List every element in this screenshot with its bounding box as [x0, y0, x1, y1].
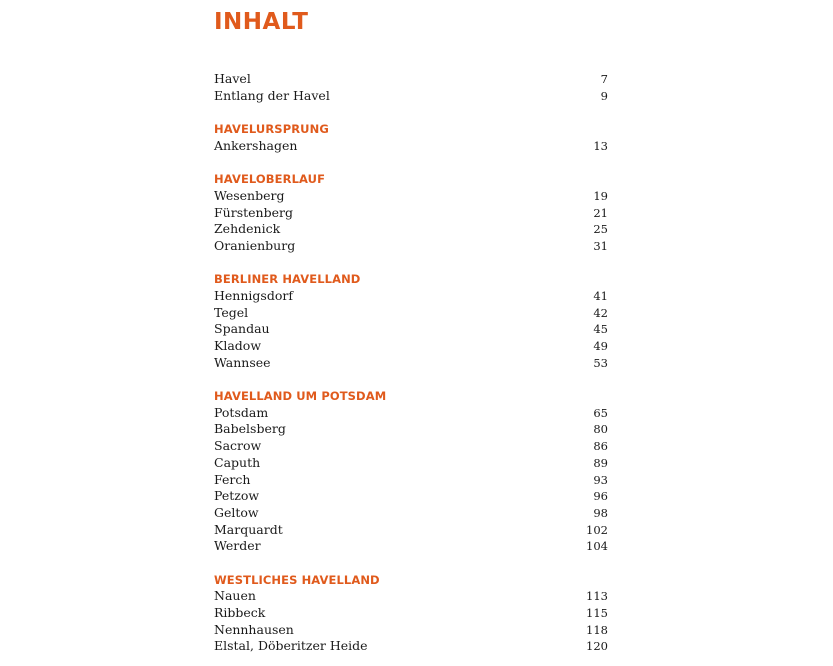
toc-entry-page: 9 — [600, 88, 608, 103]
toc-section — [214, 271, 609, 371]
toc-entry-label: Ferch — [214, 471, 251, 487]
toc-entry-label: Ankershagen — [214, 137, 298, 153]
toc-entry-page: 80 — [593, 422, 608, 437]
toc-entry-label: Entlang der Havel — [214, 87, 330, 103]
toc-entry[interactable] — [214, 605, 609, 622]
section-heading: HAVELURSPRUNG — [214, 122, 329, 137]
toc-entry-page: 41 — [593, 288, 608, 303]
toc-entry[interactable] — [214, 438, 609, 455]
toc-entry[interactable] — [214, 455, 609, 472]
toc-entry-page: 42 — [593, 305, 608, 320]
toc-entry-label: Geltow — [214, 504, 259, 520]
toc-entry-label: Caputh — [214, 454, 261, 470]
toc-entry-page: 7 — [600, 72, 608, 86]
toc-entry-label: Kladow — [214, 338, 262, 353]
toc-entry-page: 31 — [593, 238, 608, 253]
toc-entry[interactable] — [214, 405, 609, 422]
toc-entry[interactable] — [214, 421, 609, 438]
toc-entry-page: 115 — [586, 606, 608, 620]
toc-entry[interactable] — [214, 88, 609, 105]
toc-entry[interactable] — [214, 488, 609, 505]
toc-entry-label: Babelsberg — [214, 421, 286, 437]
toc-entry-label: Oranienburg — [214, 237, 296, 253]
toc-entry[interactable] — [214, 71, 609, 88]
toc-entry[interactable] — [214, 321, 609, 338]
toc-entry[interactable] — [214, 622, 609, 639]
toc-entry-label: Potsdam — [214, 404, 269, 420]
toc-section — [214, 171, 609, 254]
section-heading: WESTLICHES HAVELLAND — [214, 572, 380, 587]
toc-entry-page: 96 — [593, 489, 608, 504]
toc-entry[interactable] — [214, 305, 609, 322]
toc-entry-label: Hennigsdorf — [214, 287, 293, 303]
toc-entry-page: 104 — [586, 539, 608, 554]
toc-entry-label: Fürstenberg — [214, 204, 293, 220]
toc-entry-label: Ribbeck — [214, 605, 266, 620]
toc-entry-page: 21 — [593, 205, 608, 220]
toc-section — [214, 572, 609, 655]
toc-entry-page: 25 — [593, 222, 608, 237]
toc-entry-page: 113 — [586, 589, 608, 604]
toc-section — [214, 388, 609, 555]
table-of-contents — [214, 71, 609, 655]
toc-entry[interactable] — [214, 638, 609, 655]
toc-entry-label: Spandau — [214, 321, 270, 337]
toc-entry-label: Werder — [214, 538, 261, 554]
toc-entry-page: 89 — [593, 455, 608, 470]
section-heading: BERLINER HAVELLAND — [214, 272, 361, 287]
toc-entry-page: 98 — [593, 505, 608, 520]
toc-entry[interactable] — [214, 188, 609, 205]
page-title: INHALT — [214, 9, 309, 35]
toc-entry-page: 53 — [593, 355, 608, 370]
section-heading: HAVELOBERLAUF — [214, 172, 326, 187]
toc-entry-label: Marquardt — [214, 521, 283, 537]
toc-entry[interactable] — [214, 205, 609, 222]
toc-entry[interactable] — [214, 505, 609, 522]
toc-entry-page: 65 — [593, 405, 608, 420]
toc-entry[interactable] — [214, 238, 609, 255]
section-heading: HAVELLAND UM POTSDAM — [214, 389, 387, 404]
toc-entry[interactable] — [214, 355, 609, 372]
toc-entry-page: 19 — [593, 188, 608, 203]
toc-entry-page: 49 — [593, 339, 608, 353]
toc-entry-label: Zehdenick — [214, 221, 281, 237]
toc-entry-page: 118 — [586, 622, 608, 637]
toc-entry[interactable] — [214, 138, 609, 155]
toc-intro-group — [214, 71, 609, 104]
toc-entry-page: 93 — [593, 472, 608, 487]
toc-entry-label: Petzow — [214, 488, 260, 504]
toc-entry-label: Nennhausen — [214, 621, 294, 637]
toc-entry-label: Tegel — [214, 304, 249, 320]
toc-entry-label: Wannsee — [214, 354, 271, 370]
toc-entry-label: Sacrow — [214, 438, 262, 454]
toc-entry-page: 86 — [593, 439, 608, 454]
toc-entry[interactable] — [214, 221, 609, 238]
toc-entry-page: 45 — [593, 322, 608, 337]
toc-entry-label: Elstal, Döberitzer Heide — [214, 638, 368, 654]
toc-entry-label: Wesenberg — [214, 187, 285, 203]
toc-entry-label: Havel — [214, 71, 251, 86]
toc-entry[interactable] — [214, 472, 609, 489]
toc-entry[interactable] — [214, 288, 609, 305]
toc-entry-label: Nauen — [214, 588, 256, 604]
toc-entry-page: 102 — [586, 522, 608, 537]
toc-entry-page: 120 — [586, 639, 608, 654]
toc-entry[interactable] — [214, 522, 609, 539]
toc-entry-page: 13 — [593, 138, 608, 153]
toc-entry[interactable] — [214, 538, 609, 555]
toc-entry[interactable] — [214, 588, 609, 605]
toc-section — [214, 121, 609, 154]
toc-entry[interactable] — [214, 338, 609, 355]
